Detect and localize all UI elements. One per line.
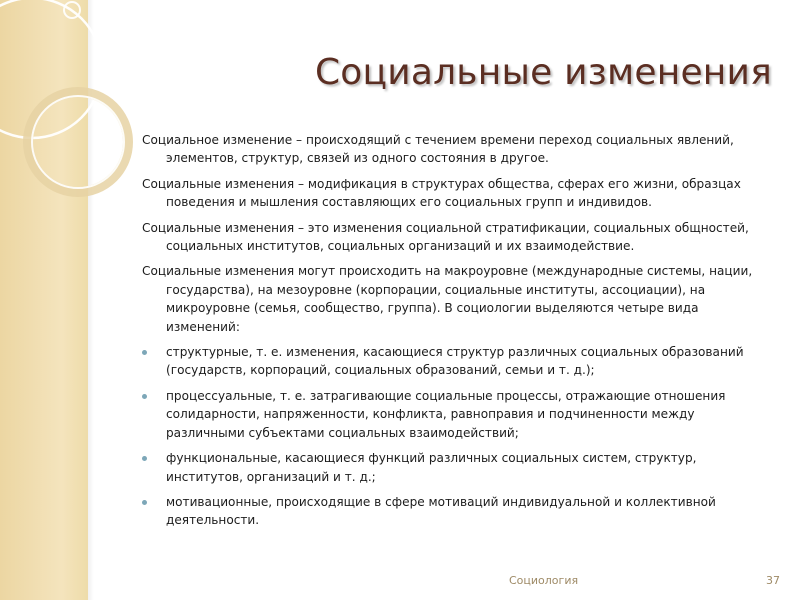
bullet-item-text: мотивационные, происходящие в сфере мотиваций индивидуальной и коллективной деятельности. xyxy=(166,494,716,528)
slide-title: Социальные изменения xyxy=(314,52,772,93)
levels-paragraph: Социальные изменения могут происходить на макроуровне (международные системы, нации, государства), на мезоуровне (корпорации, социальные институты, ассоциации), на микроуровне (семья, сообщество, группа). В социологии выделяются четыре вида изменений: xyxy=(142,264,753,334)
bullet-item-functional xyxy=(142,449,774,486)
footer-subject: Социология xyxy=(509,574,579,587)
slide-body xyxy=(142,131,774,537)
definition-paragraph-3: Социальные изменения – это изменения социальной стратификации, социальных общностей, социальных институтов, социальных организаций и их взаимодействие. xyxy=(142,220,749,254)
deco-circle-inner-ring xyxy=(32,96,124,188)
definition-paragraph-2: Социальные изменения – модификация в структурах общества, сферах его жизни, образцах поведения и мышления составляющих его социальных групп и индивидов. xyxy=(142,176,741,210)
bullet-dot-icon xyxy=(142,350,147,355)
bullet-item-text: процессуальные, т. е. затрагивающие социальные процессы, отражающие отношения солидарности, напряженности, конфликта, равноправия и подчиненности между различными субъектами социальных взаимодействий; xyxy=(166,388,726,440)
bullet-item-text: структурные, т. е. изменения, касающиеся структур различных социальных образований (государств, корпораций, социальных образований, семьи и т. д.); xyxy=(166,345,744,378)
deco-circle-outer-ring xyxy=(28,92,128,192)
bullet-dot-icon xyxy=(142,500,147,505)
footer-page-number: 37 xyxy=(766,574,780,587)
deco-circle-large xyxy=(0,0,102,138)
bullet-item-text: функциональные, касающиеся функций различных социальных систем, структур, институтов, организаций и т. д.; xyxy=(166,451,697,484)
bullet-item-motivational xyxy=(142,493,774,530)
definition-paragraph-1: Социальное изменение – происходящий с течением времени переход социальных явлений, элементов, структур, связей из одного состояния в другое. xyxy=(142,133,734,166)
decorative-circles xyxy=(0,0,160,260)
bullet-dot-icon xyxy=(142,456,147,461)
bullet-dot-icon xyxy=(142,394,147,399)
bullet-item-structural xyxy=(142,343,774,380)
bullet-item-processual xyxy=(142,387,774,442)
